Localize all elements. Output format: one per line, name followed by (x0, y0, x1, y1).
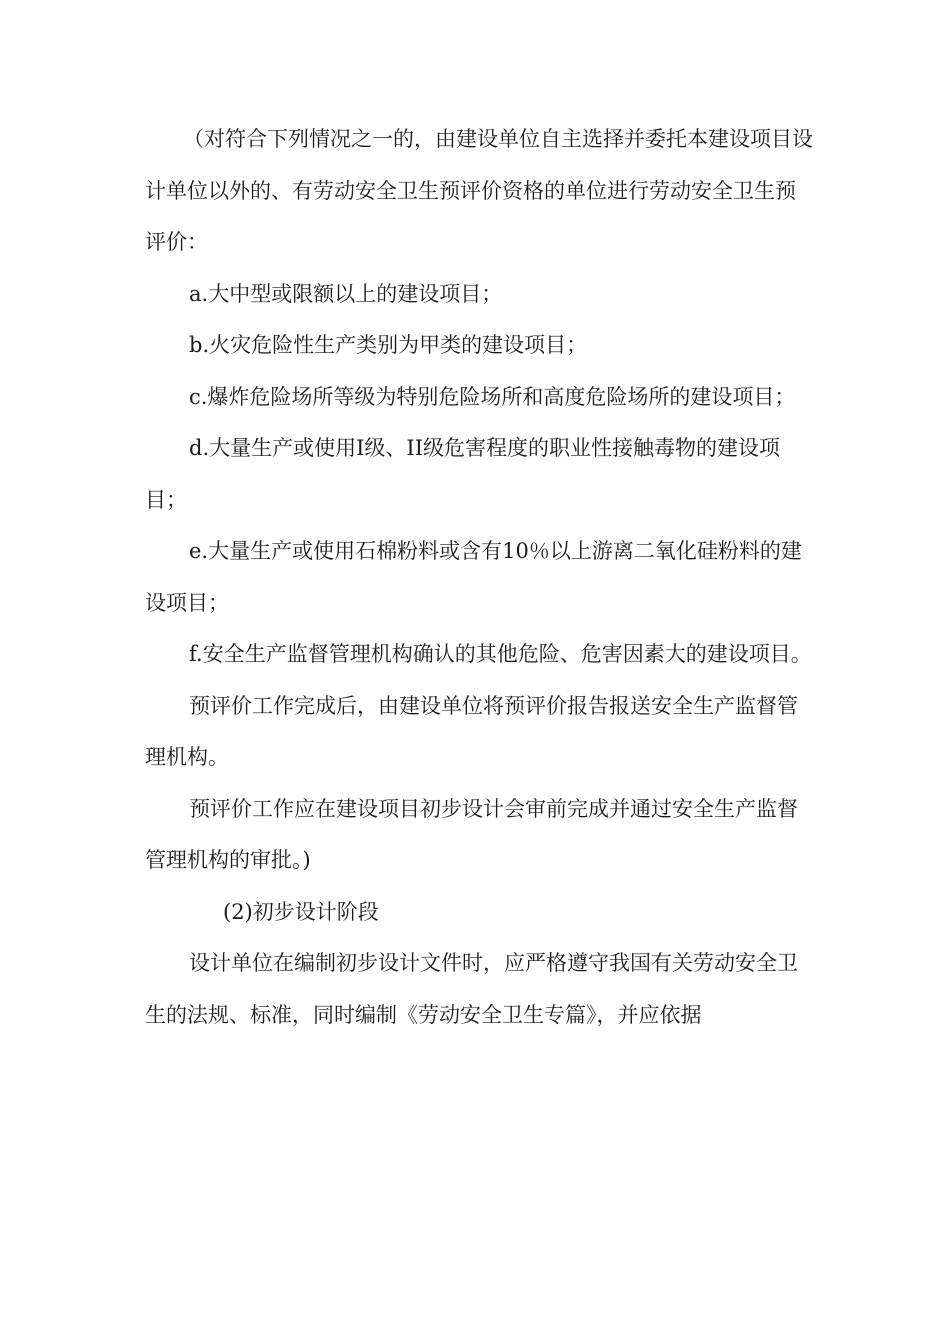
document-body (145, 114, 815, 1041)
closing-paragraph: 设计单位在编制初步设计文件时，应严格遵守我国有关劳动安全卫生的法规、标准，同时编制《劳动安全卫生专篇》，并应依据 (145, 951, 798, 1027)
list-item-a: a.大中型或限额以上的建设项目； (189, 281, 503, 306)
approval-paragraph: 预评价工作应在建设项目初步设计会审前完成并通过安全生产监督管理机构的审批。) (145, 796, 798, 872)
list-item-b: b.火灾危险性生产类别为甲类的建设项目； (189, 333, 588, 357)
list-item-e: e.大量生产或使用石棉粉料或含有10％以上游离二氧化硅粉料的建设项目； (145, 539, 802, 615)
list-item-d: d.大量生产或使用I级、II级危害程度的职业性接触毒物的建设项目； (145, 436, 781, 512)
intro-paragraph: （对符合下列情况之一的，由建设单位自主选择并委托本建设项目设计单位以外的、有劳动安全卫生预评价资格的单位进行劳动安全卫生预评价： (145, 127, 813, 254)
list-item-f: f.安全生产监督管理机构确认的其他危险、危害因素大的建设项目。 (189, 642, 812, 666)
submission-paragraph: 预评价工作完成后，由建设单位将预评价报告报送安全生产监督管理机构。 (145, 693, 798, 769)
section-heading: (2)初步设计阶段 (223, 899, 379, 924)
list-item-c: c.爆炸危险场所等级为特别危险场所和高度危险场所的建设项目； (189, 384, 796, 409)
